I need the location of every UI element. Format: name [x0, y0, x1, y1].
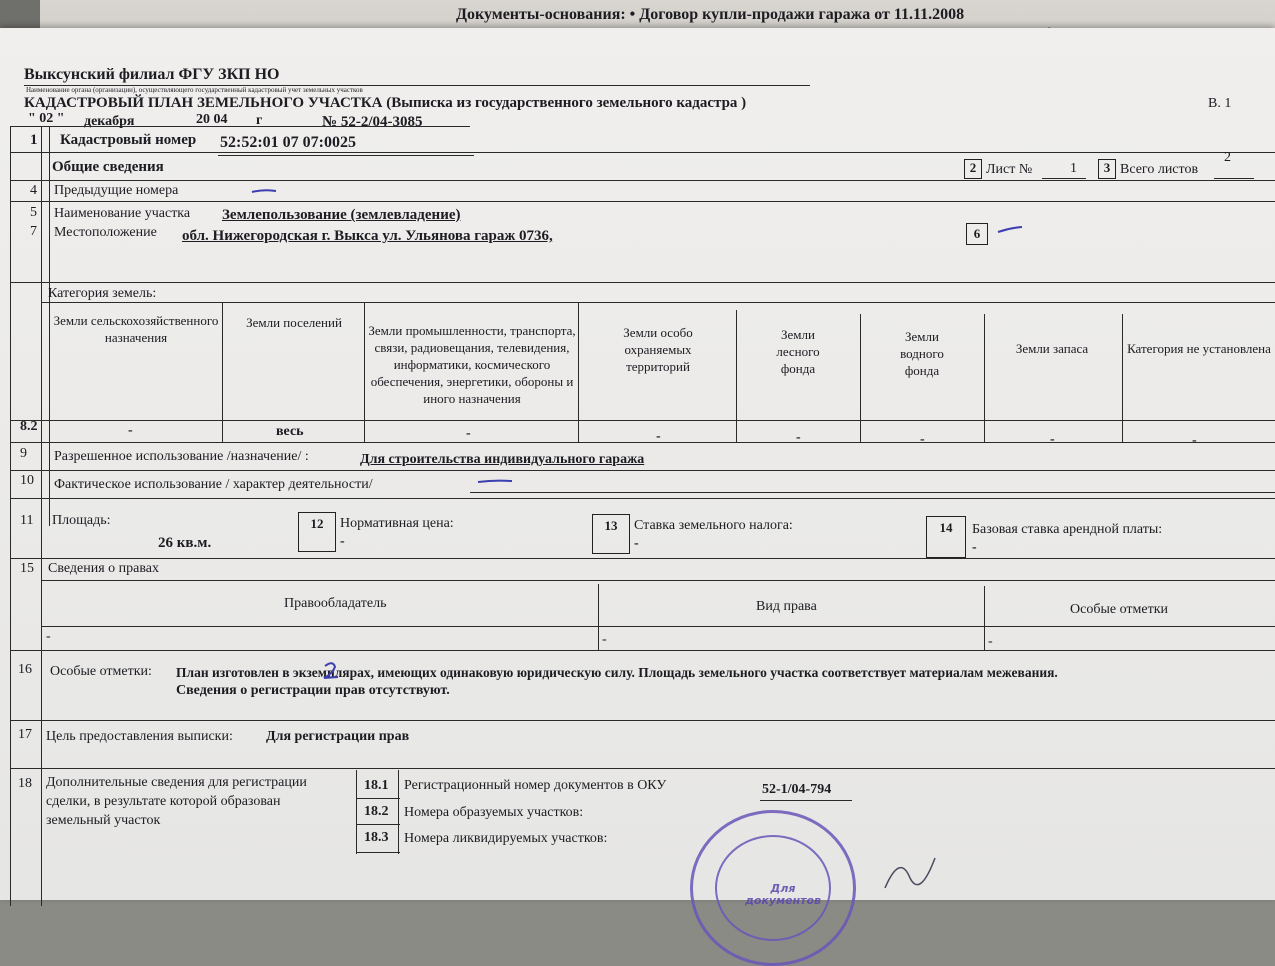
row-1-num: 1 [30, 132, 38, 148]
reg-number-label: Регистрационный номер документов в ОКУ [404, 778, 667, 793]
reg-number-value: 52-1/04-794 [762, 782, 832, 797]
category-col-water: Земли водного фонда [900, 329, 944, 378]
rights-val-holder: - [46, 629, 51, 644]
sheet-num-box: 2 [964, 159, 982, 179]
row-17-num: 17 [18, 727, 32, 742]
doc-date-year: 20 04 [196, 112, 228, 127]
parcel-name-value: Землепользование (землевладение) [222, 207, 461, 223]
cadastral-number-label: Кадастровый номер [60, 132, 197, 148]
signature-scribble [880, 848, 950, 898]
document-title: КАДАСТРОВЫЙ ПЛАН ЗЕМЕЛЬНОГО УЧАСТКА (Выписка из государственного земельного кадастра ) [24, 95, 747, 111]
previous-numbers-label: Предыдущие номера [54, 183, 179, 198]
row-5-num: 5 [30, 205, 37, 220]
box-12: 12 [298, 512, 336, 552]
base-rent-rate-label: Базовая ставка арендной платы: [972, 522, 1163, 537]
rights-info-label: Сведения о правах [48, 561, 160, 576]
additional-info-line-3: земельный участок [46, 813, 161, 828]
category-val-water: - [920, 432, 925, 447]
row-15-num: 15 [20, 561, 34, 576]
category-val-agricultural: - [128, 423, 133, 438]
category-val-protected: - [656, 429, 661, 444]
rights-val-type: - [602, 632, 607, 647]
doc-number: № 52-2/04-3085 [322, 114, 423, 130]
formed-parcels-label: Номера образуемых участков: [404, 805, 584, 820]
special-notes-line-1: План изготовлен в экземплярах, имеющих одинаковую юридическую силу. Площадь земельного участка соответствует материалам межевания. [176, 665, 1058, 680]
background-doc-line: Документы-основания: • Договор купли-продажи гаража от 11.11.2008 [456, 6, 965, 23]
cadastral-number-value: 52:52:01 07 07:0025 [220, 134, 356, 151]
handwritten-2-mark [320, 660, 342, 682]
category-col-protected: Земли особо охраняемых территорий [623, 325, 693, 374]
additional-info-line-2: сделки, в результате которой образован [46, 794, 281, 809]
total-sheets-box: 3 [1098, 159, 1116, 179]
row-11-num: 11 [20, 513, 34, 528]
category-val-reserve: - [1050, 432, 1055, 447]
special-notes-label: Особые отметки: [50, 664, 152, 679]
land-tax-rate-value: - [634, 536, 639, 551]
actual-use-label: Фактическое использование / характер деятельности/ [54, 477, 373, 492]
normative-price-label: Нормативная цена: [340, 516, 454, 531]
purpose-label: Цель предоставления выписки: [46, 729, 233, 744]
sheet-value: 1 [1070, 161, 1077, 176]
category-col-settlements: Земли поселений [246, 315, 342, 330]
form-code: В. 1 [1208, 96, 1232, 111]
category-val-forest: - [796, 430, 801, 445]
category-col-forest: Земли лесного фонда [776, 327, 820, 376]
area-value: 26 кв.м. [158, 535, 212, 551]
row-4-num: 4 [30, 183, 37, 198]
category-col-not-set: Категория не установлена [1127, 341, 1271, 356]
doc-date-month: декабря [84, 114, 135, 129]
pen-dash-mark [250, 186, 280, 196]
stamp-text-line-1: Для [770, 882, 796, 895]
total-sheets-value: 2 [1224, 150, 1231, 165]
purpose-value: Для регистрации прав [266, 729, 410, 744]
general-info-label: Общие сведения [52, 159, 164, 175]
row-9-num: 9 [20, 446, 27, 461]
row-18-num: 18 [18, 776, 32, 791]
doc-date-g: г [256, 113, 263, 128]
org-name: Выксунский филиал ФГУ ЗКП НО [24, 66, 280, 83]
pen-dash-mark [476, 476, 516, 486]
row-10-num: 10 [20, 473, 34, 488]
category-val-industry: - [466, 426, 471, 441]
parcel-name-label: Наименование участка [54, 206, 191, 221]
category-val-settlements: весь [276, 424, 304, 439]
rights-col-notes: Особые отметки [1070, 602, 1168, 617]
cadastral-plan-page [0, 28, 1275, 907]
land-category-label: Категория земель: [48, 286, 157, 301]
box-13: 13 [592, 514, 630, 554]
row-8-2-num: 8.2 [20, 419, 38, 434]
location-value: обл. Нижегородская г. Выкса ул. Ульянова гараж 0736, [182, 228, 553, 244]
category-col-agricultural: Земли сельскохозяйственного назначения [53, 313, 219, 345]
doc-date-day: " 02 " [28, 111, 65, 126]
category-col-industry: Земли промышленности, транспорта, связи, радиовещания, телевидения, информатики, космического обеспечения, энергетики, обороны и иного назначения [368, 323, 576, 406]
stamp-text-line-2: документов [745, 894, 822, 907]
row-16-num: 16 [18, 662, 32, 677]
land-tax-rate-label: Ставка земельного налога: [634, 518, 793, 533]
special-notes-line-2: Сведения о регистрации прав отсутствуют. [176, 683, 450, 698]
base-rent-rate-value: - [972, 540, 977, 555]
total-sheets-label: Всего листов [1120, 162, 1199, 177]
row-18-3-num: 18.3 [364, 830, 389, 845]
org-caption: Наименование органа (организации), осуществляющего государственный кадастровый учет земельных участков [26, 86, 363, 94]
row-18-1-num: 18.1 [364, 778, 389, 793]
category-val-not-set: - [1192, 433, 1197, 448]
additional-info-line-1: Дополнительные сведения для регистрации [46, 775, 307, 790]
location-label: Местоположение [54, 225, 157, 240]
area-label: Площадь: [52, 513, 111, 528]
official-stamp [690, 810, 856, 966]
rights-val-notes: - [988, 634, 993, 649]
pen-dash-mark [996, 224, 1026, 236]
permitted-use-value: Для строительства индивидуального гаража [360, 452, 645, 467]
row-18-2-num: 18.2 [364, 804, 389, 819]
sheet-label: Лист № [986, 162, 1033, 177]
permitted-use-label: Разрешенное использование /назначение/ : [54, 449, 309, 464]
box-14: 14 [926, 516, 966, 558]
rights-col-holder: Правообладатель [284, 596, 387, 611]
normative-price-value: - [340, 534, 345, 549]
rights-col-type: Вид права [756, 599, 817, 614]
box-6: 6 [966, 223, 988, 245]
category-col-reserve: Земли запаса [1015, 341, 1089, 356]
liquidated-parcels-label: Номера ликвидируемых участков: [404, 831, 608, 846]
row-7-num: 7 [30, 224, 37, 239]
